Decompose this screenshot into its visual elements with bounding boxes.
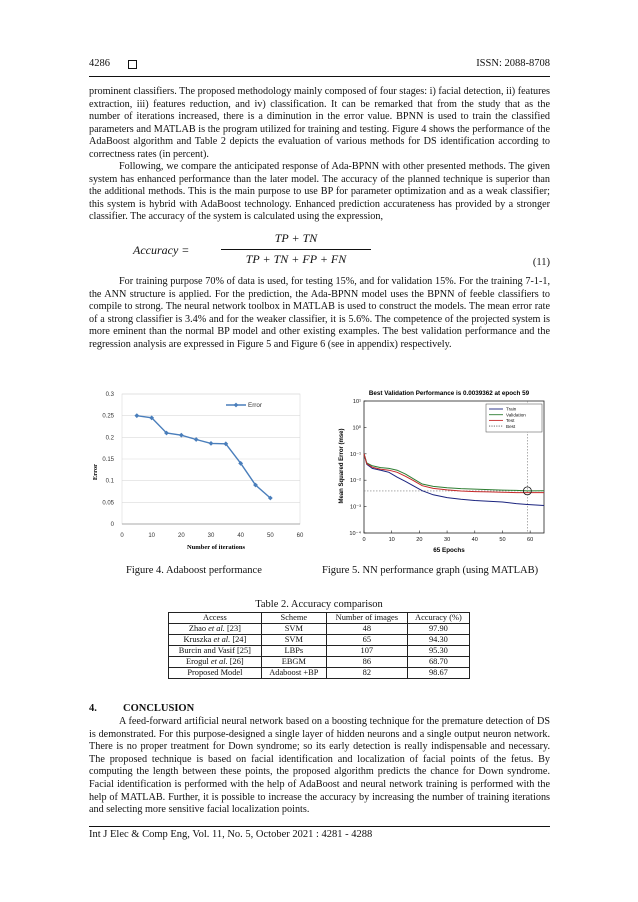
legend-label: Validation	[506, 412, 526, 418]
paragraph-2: Following, we compare the anticipated response of Ada-BPNN with other presented methods. The given system has enhanced performance than the later model. The accuracy of the planned technique is superior than the additional methods. This is the main purpose to use BP for parameter optimization and as a weak classifier; this system is hybrid with AdaBoost technology. Enhanced prediction accurateness has provided by a stronger classifier. The accuracy of the system is calculated using the expression,	[89, 161, 550, 223]
y-tick-label: 10⁻²	[349, 478, 361, 485]
data-point	[134, 413, 139, 418]
cell-accuracy: 94.30	[407, 635, 469, 646]
column-header: Access	[169, 613, 262, 624]
y-tick-label: 0.2	[105, 435, 114, 442]
cell-access: Zhao et al. [23]	[169, 624, 262, 635]
cell-access: Erogul et al. [26]	[169, 657, 262, 668]
x-axis-label: 65 Epochs	[433, 547, 465, 554]
y-tick-label: 10⁻³	[349, 504, 361, 511]
cell-images: 65	[326, 635, 407, 646]
page-number: 4286	[89, 58, 110, 69]
x-axis-label: Number of iterations	[186, 544, 246, 551]
equation-numerator: TP + TN	[274, 231, 318, 245]
x-tick-label: 50	[266, 533, 274, 539]
equation-denominator: TP + TN + FP + FN	[245, 252, 347, 266]
accuracy-equation	[89, 231, 550, 271]
y-tick-label: 0.05	[102, 500, 114, 507]
footer-rule	[89, 826, 550, 827]
legend-label: Train	[506, 406, 517, 412]
y-tick-label: 10⁻⁴	[349, 531, 361, 537]
cell-images: 107	[326, 646, 407, 657]
cell-access: Burcin and Vasif [25]	[169, 646, 262, 657]
equation-lhs: Accuracy =	[133, 243, 190, 257]
x-tick-label: 30	[443, 537, 451, 543]
x-tick-label: 50	[499, 537, 506, 543]
header-rule	[89, 76, 550, 77]
page-header	[89, 58, 550, 74]
legend-marker	[234, 403, 239, 408]
accuracy-table	[168, 612, 470, 679]
section-title: CONCLUSION	[123, 703, 195, 714]
column-header: Accuracy (%)	[407, 613, 469, 624]
x-tick-label: 40	[471, 537, 478, 543]
y-tick-label: 0	[110, 522, 114, 528]
y-axis-label: Mean Squared Error (mse)	[339, 428, 345, 504]
x-tick-label: 0	[120, 533, 124, 539]
cell-accuracy: 95.30	[407, 646, 469, 657]
x-tick-label: 30	[207, 533, 215, 539]
column-header: Number of images	[326, 613, 407, 624]
cell-accuracy: 68.70	[407, 657, 469, 668]
cell-access: Kruszka et al. [24]	[169, 635, 262, 646]
table-header-row	[169, 613, 470, 624]
y-tick-label: 0.1	[105, 478, 114, 485]
cell-scheme: LBPs	[261, 646, 326, 657]
data-point	[179, 433, 184, 438]
x-tick-label: 60	[296, 533, 304, 539]
legend-label: Error	[248, 402, 262, 409]
paragraph-3: For training purpose 70% of data is used, for testing 15%, and for validation 15%. For the training 7-1-1, the ANN structure is applied. For the prediction, the Ada-BPNN model uses the BPNN of feeble classifiers to compile to strong. The neural network toolbox in MATLAB is used to construct the models. The mean error rate of a strong classifier is 3.4% and for the weaker classifier, it is 5.6%. The competence of the projected system is more eminent than the normal BP model and other existing examples. The best validation performance and the regression analysis are expressed in Figure 5 and Figure 6 (see in appendix) respectively.	[89, 276, 550, 350]
cell-scheme: SVM	[261, 635, 326, 646]
x-tick-label: 60	[527, 537, 534, 543]
x-tick-label: 20	[416, 537, 423, 543]
figure-4-adaboost-chart	[88, 386, 314, 558]
x-tick-label: 0	[362, 537, 366, 543]
footer-citation: Int J Elec & Comp Eng, Vol. 11, No. 5, October 2021 : 4281 - 4288	[89, 829, 373, 840]
legend-label: Test	[506, 418, 515, 424]
section-heading	[89, 703, 194, 714]
paragraph-1: prominent classifiers. The proposed methodology mainly composed of four stages: i) facial detection, ii) features extraction, iii) features reduction, and iv) classification. It can be remarked that from the study that as the number of iterations increased, there is a diminution in the error value. BPNN is used to train the classified parameters and MATLAB is the program utilized for training and testing. Figure 4 shows the performance of the AdaBoost algorithm and Table 2 depicts the evaluation of various methods for DS identification according to correctness rates (in percent).	[89, 86, 550, 160]
paragraph-4: A feed-forward artificial neural network based on a boosting technique for the premature detection of DS is demonstrated. For this purpose-designed a single layer of hidden neurons and a single output neuron network. There is no proper treatment for Down syndrome; so its early detection is really indispensable and necessary. The proposed technique is based on facial identification and localization of facial points of the fetus. By computing the length between these points, the proposed algorithm predicts the chance for Down syndrome. Facial identification is performed with the help of AdaBoost and neural network training is performed with the help of MATLAB. Further, it is possible to increase the accuracy by increasing the number of training iterations and selecting more sensitive facial localization points.	[89, 716, 550, 816]
cell-access: Proposed Model	[169, 668, 262, 679]
series-line	[137, 416, 270, 498]
y-tick-label: 0.25	[102, 413, 114, 420]
equation-number: (11)	[532, 257, 550, 268]
cell-images: 82	[326, 668, 407, 679]
issn: ISSN: 2088-8708	[476, 58, 550, 69]
cell-accuracy: 97.90	[407, 624, 469, 635]
x-tick-label: 10	[388, 537, 395, 543]
y-tick-label: 10⁻¹	[349, 451, 361, 458]
fraction-bar	[221, 249, 371, 250]
table-2-title: Table 2. Accuracy comparison	[255, 599, 383, 610]
cell-accuracy: 98.67	[407, 668, 469, 679]
cell-scheme: SVM	[261, 624, 326, 635]
legend-label: Best	[506, 423, 516, 429]
cell-images: 86	[326, 657, 407, 668]
data-point	[194, 437, 199, 442]
table-row	[169, 668, 470, 679]
x-tick-label: 10	[148, 533, 156, 539]
data-point	[209, 441, 214, 446]
cell-images: 48	[326, 624, 407, 635]
section-number: 4.	[89, 703, 97, 714]
table-row	[169, 635, 470, 646]
x-tick-label: 20	[177, 533, 185, 539]
column-header: Scheme	[261, 613, 326, 624]
y-tick-label: 0.3	[105, 392, 114, 398]
y-axis-label: Error	[92, 463, 99, 481]
x-tick-label: 40	[237, 533, 245, 539]
cell-scheme: EBGM	[261, 657, 326, 668]
y-tick-label: 10⁰	[352, 425, 361, 432]
figure-5-nn-performance-chart	[332, 386, 554, 556]
figure-4-caption: Figure 4. Adaboost performance	[126, 565, 262, 576]
square-bullet-icon	[128, 60, 137, 69]
y-tick-label: 0.15	[102, 457, 114, 463]
table-row	[169, 657, 470, 668]
table-row	[169, 646, 470, 657]
figure-5-caption: Figure 5. NN performance graph (using MATLAB)	[322, 565, 539, 576]
chart-title: Best Validation Performance is 0.0039362 at epoch 59	[368, 390, 530, 397]
y-tick-label: 10¹	[352, 399, 361, 405]
cell-scheme: Adaboost +BP	[261, 668, 326, 679]
table-row	[169, 624, 470, 635]
